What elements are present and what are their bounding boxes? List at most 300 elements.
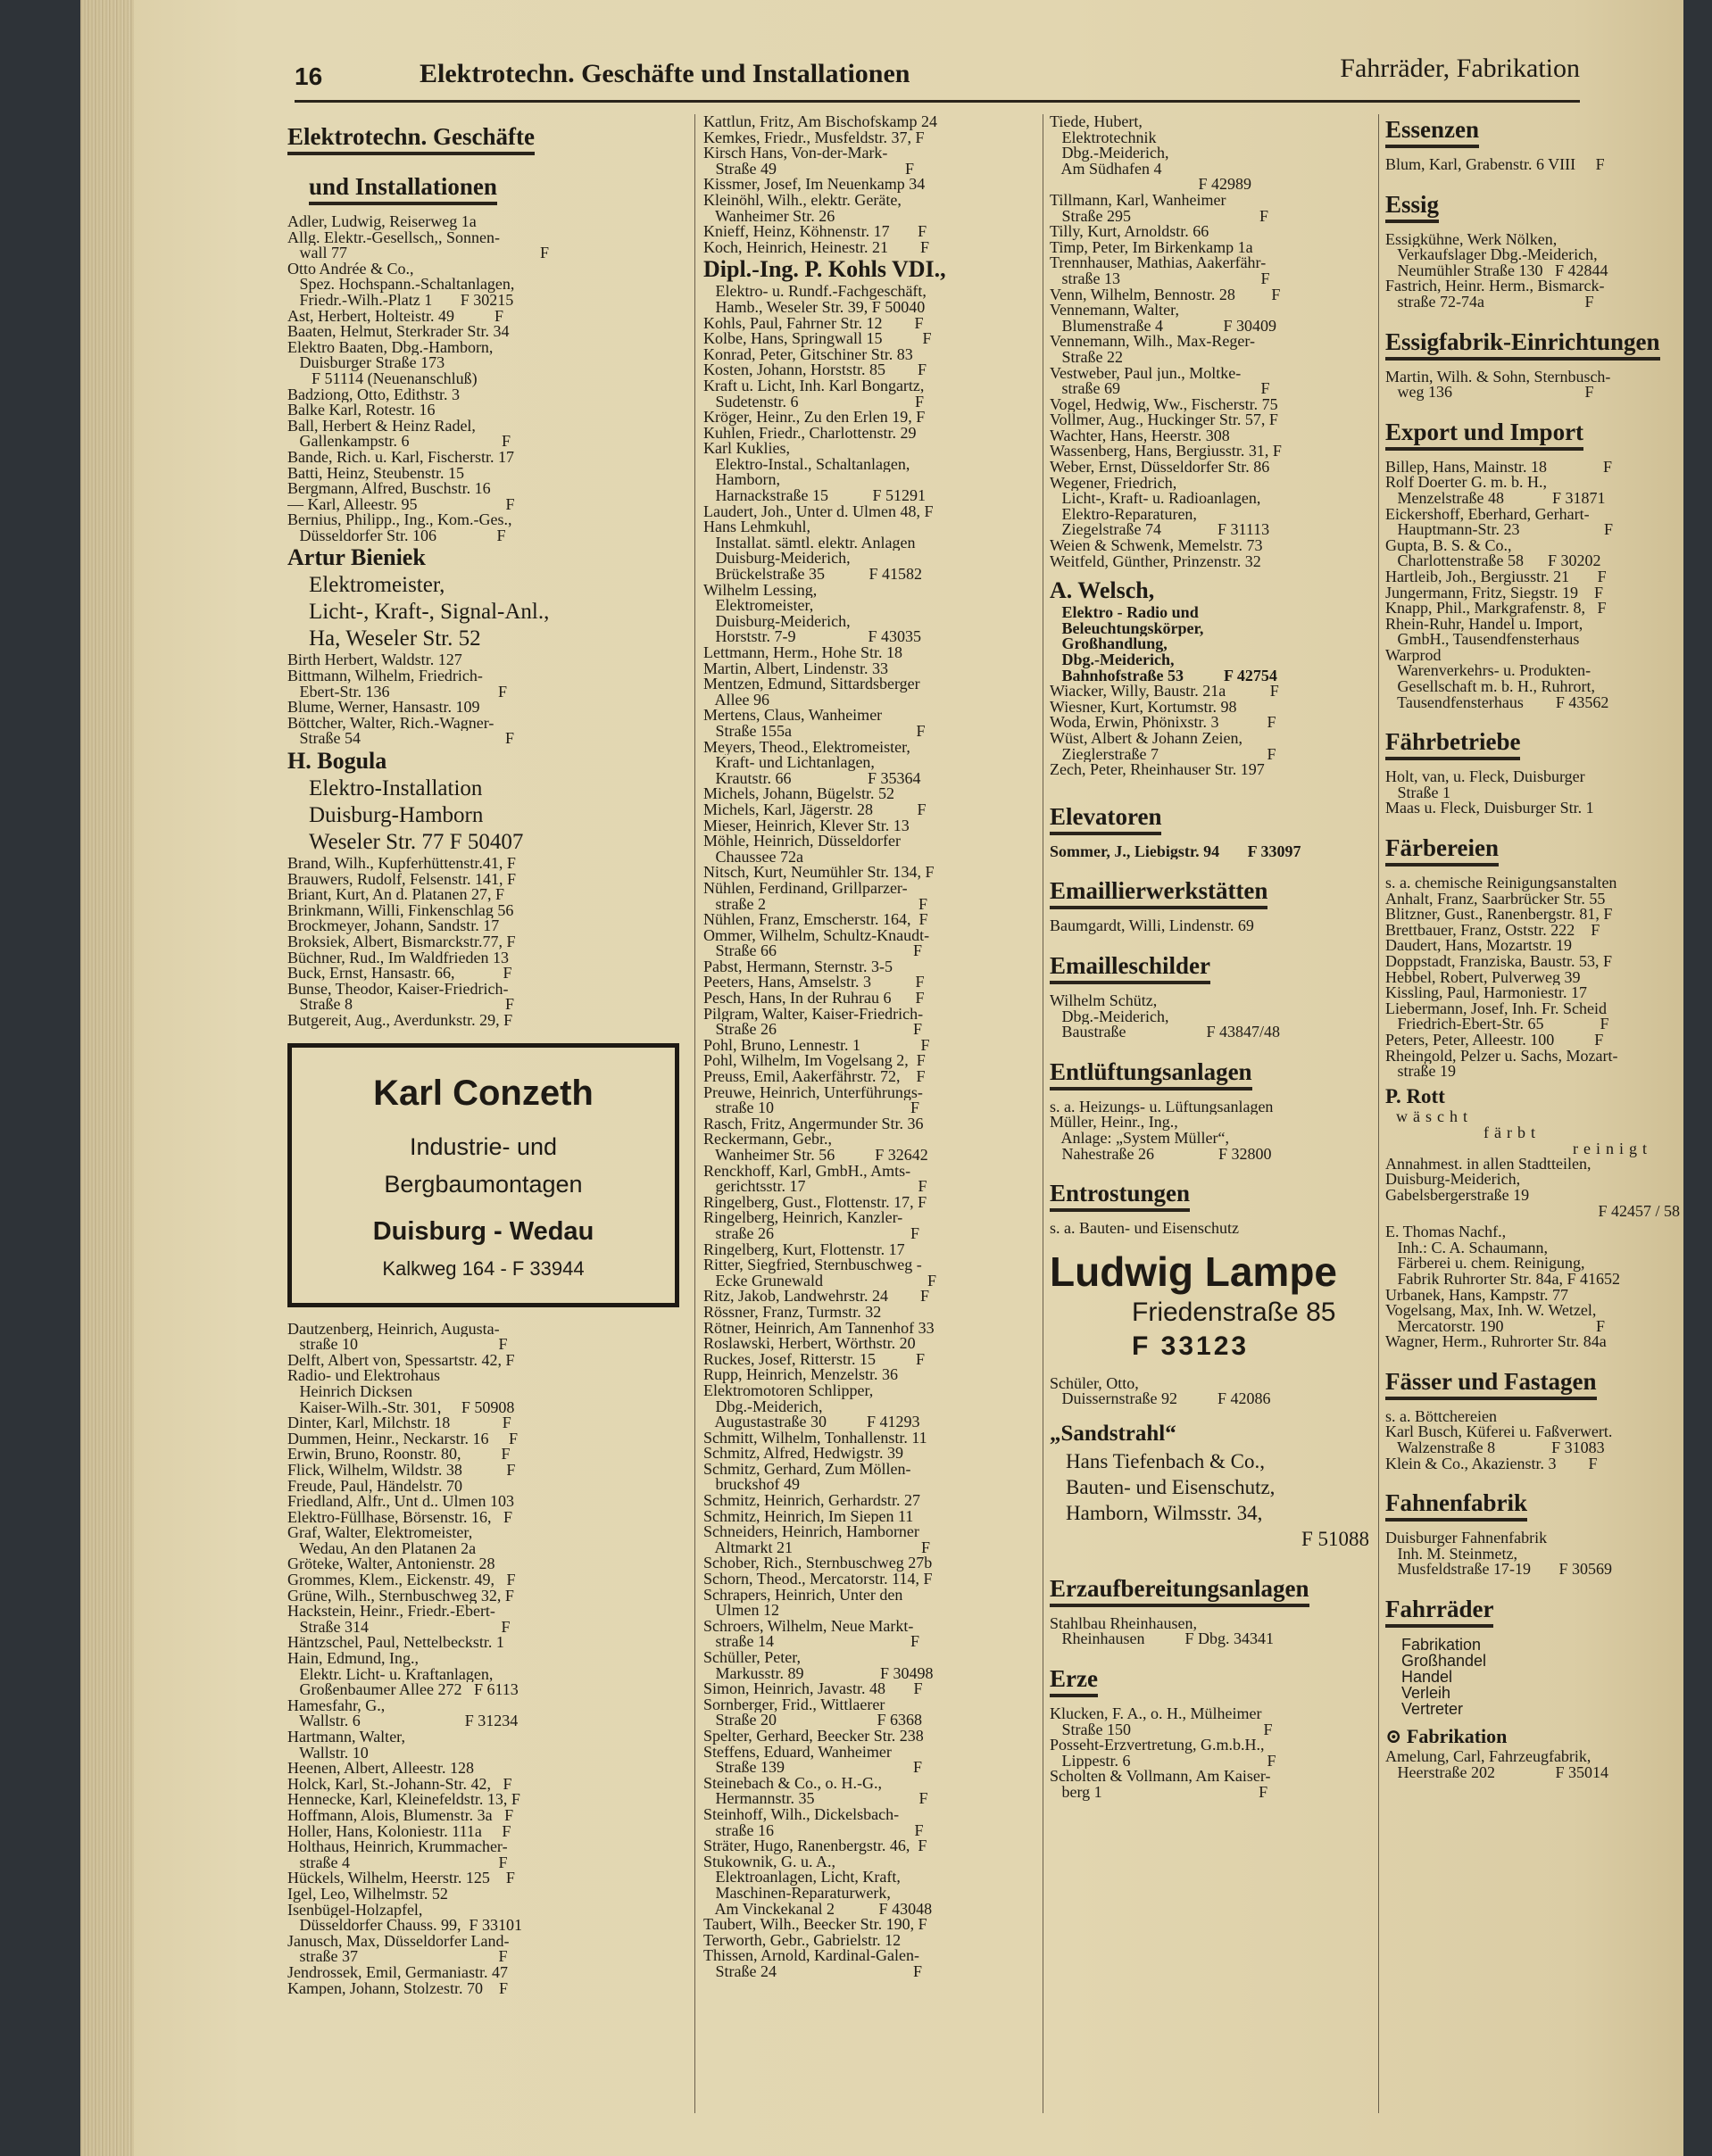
section-heading: Elevatoren	[1050, 801, 1161, 835]
entry-line: Posseht-Erzvertretung, G.m.b.H.,	[1050, 1737, 1265, 1754]
ad-word: wäscht	[1396, 1107, 1473, 1125]
entry-list	[287, 214, 685, 543]
ad-line: Gabelsbergerstraße 19	[1385, 1187, 1530, 1204]
entry-line: weg 136 F	[1385, 385, 1594, 401]
ad-city: Duisburg - Wedau	[372, 1216, 594, 1246]
entry-line: Birth Herbert, Waldstr. 127	[287, 652, 462, 669]
entry-line: Warenverkehrs- u. Produkten-	[1385, 663, 1591, 680]
entry-list	[287, 856, 685, 1029]
ad-line: Duisburg-Meiderich,	[1385, 1172, 1521, 1188]
entry-line: Badziong, Otto, Edithstr. 3	[287, 386, 460, 403]
entry-line: Inh. M. Steinmetz,	[1385, 1546, 1517, 1563]
entry-line: Wachter, Hans, Heerstr. 308	[1050, 427, 1230, 444]
listing-name: H. Bogula	[287, 748, 387, 775]
entry-line: Rheingold, Pelzer u. Sachs, Mozart-	[1385, 1048, 1618, 1065]
entry-line: Brückelstraße 35 F 41582	[703, 567, 922, 583]
entry-line: Timp, Peter, Im Birkenkamp 1a	[1050, 239, 1253, 256]
entry-line: Nitsch, Kurt, Neumühler Str. 134, F	[703, 865, 935, 881]
entry-line: Pesch, Hans, In der Ruhrau 6 F	[703, 991, 925, 1007]
entry-line: Vollmer, Aug., Huckinger Str. 57, F	[1050, 412, 1278, 428]
entry-line: Jungermann, Fritz, Siegstr. 19 F	[1385, 585, 1603, 601]
entry-line: Vertreter	[1401, 1701, 1464, 1718]
advertisement-lampe	[1050, 1248, 1369, 1364]
entry-line: Roslawski, Herbert, Wörthstr. 20	[703, 1336, 916, 1352]
entry-line: wall 77 F	[287, 245, 550, 261]
entry-line: Kolbe, Hans, Springwall 15 F	[703, 331, 932, 347]
entry-line: Verleih	[1401, 1685, 1451, 1702]
entry-line: Allee 96	[703, 692, 769, 709]
entry-list	[1385, 1749, 1680, 1780]
entry-line: Hückels, Wilhelm, Heerstr. 125 F	[287, 1870, 515, 1886]
entry-line: Weber, Ernst, Düsseldorfer Str. 86	[1050, 460, 1270, 476]
entry-line: Kleinöhl, Wilh., elektr. Geräte,	[703, 192, 902, 209]
ad-line: Hans Tiefenbach & Co.,	[1066, 1449, 1265, 1472]
listing-name: Artur Bieniek	[287, 544, 426, 571]
entry-line: Sudetenstr. 6 F	[703, 394, 925, 410]
entry-line: Kröger, Heinr., Zu den Erlen 19, F	[703, 410, 926, 426]
entry-line: Straße 1	[1385, 784, 1450, 801]
entry-line: Martin, Wilh. & Sohn, Sternbusch-	[1385, 369, 1611, 386]
entry-line: Karl Busch, Küferei u. Faßverwert.	[1385, 1424, 1613, 1441]
entry-line: Inh.: C. A. Schaumann,	[1385, 1240, 1548, 1256]
entry-line: Tillmann, Karl, Wanheimer	[1050, 192, 1226, 209]
column-4	[1385, 114, 1680, 1780]
entry-line: Wilhelm Lessing,	[703, 582, 818, 599]
entry-line: Elektromeister,	[703, 598, 814, 614]
entry-line: Kaiser-Wilh.-Str. 301, F 50908	[287, 1399, 515, 1416]
ad-line: Bergbaumontagen	[384, 1170, 583, 1198]
listing-line: Elektro-Installation	[309, 776, 483, 801]
entry-line: Erwin, Bruno, Roonstr. 80, F	[287, 1447, 511, 1463]
entry-line: Baumgardt, Willi, Lindenstr. 69	[1050, 918, 1254, 934]
entry-line: Ast, Herbert, Holteistr. 49 F	[287, 308, 503, 325]
entry-line: Düsseldorfer Chauss. 99, F 33101	[287, 1918, 522, 1934]
entry-line: Michels, Johann, Bügelstr. 52	[703, 786, 894, 802]
section-heading: Fässer und Fastagen	[1385, 1366, 1597, 1400]
entry-line: Möhle, Heinrich, Düsseldorfer	[703, 833, 901, 850]
entry-line: Bernius, Philipp., Ing., Kom.-Ges.,	[287, 512, 512, 528]
entry-line: Holthaus, Heinrich, Krummacher-	[287, 1839, 508, 1855]
entry-line: Lippestr. 6 F	[1050, 1753, 1276, 1770]
entry-line: bruckshof 49	[703, 1477, 800, 1494]
entry-line: Fabrik Ruhrorter Str. 84a, F 41652	[1385, 1271, 1620, 1288]
entry-list	[1385, 769, 1680, 817]
entry-line: Rasch, Fritz, Angermunder Str. 36	[703, 1115, 924, 1132]
entry-line: Rolf Doerter G. m. b. H.,	[1385, 475, 1547, 491]
entry-line: Mieser, Heinrich, Klever Str. 13	[703, 817, 910, 834]
entry-line: Mertens, Claus, Wanheimer	[703, 708, 883, 724]
ad-line: Bauten- und Eisenschutz,	[1066, 1475, 1276, 1498]
entry-line: straße 69 F	[1050, 381, 1270, 397]
entry-line: Kosten, Johann, Horststr. 85 F	[703, 362, 927, 378]
entry-line: Ringelberg, Gust., Flottenstr. 17, F	[703, 1194, 927, 1211]
entry-line: Wedau, An den Platanen 2a	[287, 1540, 477, 1557]
listing-line: Licht-, Kraft-, Signal-Anl.,	[309, 600, 550, 625]
entry-line: Preuss, Emil, Aakerfährstr. 72, F	[703, 1069, 926, 1085]
entry-line: Rhein-Ruhr, Handel u. Import,	[1385, 616, 1583, 633]
entry-line: Brand, Wilh., Kupferhüttenstr.41, F	[287, 856, 516, 872]
entry-line: Vennemann, Wilh., Max-Reger-	[1050, 334, 1256, 350]
entry-line: Schneiders, Heinrich, Hamborner	[703, 1524, 919, 1540]
entry-line: straße 4 F	[287, 1854, 508, 1871]
entry-line: Radio- und Elektrohaus	[287, 1368, 440, 1384]
entry-line: Kuhlen, Friedr., Charlottenstr. 29	[703, 425, 917, 442]
ad-phone: F 51088	[1301, 1527, 1369, 1550]
entry-line: Büchner, Rud., Im Waldfrieden 13	[287, 949, 509, 966]
entry-line: Hain, Edmund, Ing.,	[287, 1651, 419, 1667]
entry-line: Schüler, Otto,	[1050, 1375, 1139, 1392]
entry-line: Klein & Co., Akazienstr. 3 F	[1385, 1455, 1598, 1472]
entry-line: Großhandel	[1401, 1653, 1487, 1670]
entry-list	[1385, 232, 1680, 311]
entry-line: Hebbel, Robert, Pulverweg 39	[1385, 969, 1581, 986]
entry-line: Brinkmann, Willi, Finkenschlag 56	[287, 902, 514, 919]
entry-line: Kattlun, Fritz, Am Bischofskamp 24	[703, 114, 937, 130]
entry-line: Brettbauer, Franz, Oststr. 222 F	[1385, 922, 1600, 939]
entry-line: Jendrossek, Emil, Germaniastr. 47	[287, 1964, 508, 1981]
entry-list	[1385, 875, 1680, 1080]
page-edge	[80, 0, 134, 2156]
entry-line: Ebert-Str. 136 F	[287, 684, 507, 701]
entry-line: Wilhelm Schütz,	[1050, 992, 1158, 1009]
entry-line: Hamesfahr, G.,	[287, 1697, 386, 1714]
entry-line: Steinhoff, Wilh., Dickelsbach-	[703, 1806, 900, 1823]
entry-line: Straße 26 F	[703, 1022, 922, 1038]
listing-line: Ha, Weseler Str. 52	[309, 626, 481, 651]
entry-line: Hennecke, Karl, Kleinefeldstr. 13, F	[287, 1792, 520, 1808]
entry-list	[1050, 1221, 1369, 1237]
entry-line: Licht-, Kraft- u. Radioanlagen,	[1050, 491, 1261, 507]
entry-line: Blume, Werner, Hansastr. 109	[287, 700, 480, 716]
entry-line: Schüller, Peter,	[703, 1650, 802, 1666]
entry-line: Duisburg-Meiderich,	[703, 551, 851, 568]
advertisement-sandstrahl	[1050, 1420, 1369, 1552]
entry-line: Duisburger Straße 173	[287, 355, 445, 371]
entry-list	[1050, 114, 1369, 569]
entry-line: Schmitz, Heinrich, Im Siepen 11	[703, 1508, 914, 1525]
entry-line: Otto Andrée & Co.,	[287, 261, 414, 278]
entry-line: Straße 22	[1050, 349, 1123, 366]
entry-line: Häntzschel, Paul, Nettelbeckstr. 1	[287, 1635, 504, 1652]
entry-line: straße 10 F	[703, 1100, 919, 1116]
entry-line: Bittmann, Wilhelm, Friedrich-	[287, 668, 483, 684]
entry-line: Elektrotechnik	[1050, 129, 1157, 146]
entry-line: straße 37 F	[287, 1949, 508, 1965]
entry-line: Knieff, Heinz, Köhnenstr. 17 F	[703, 224, 927, 240]
entry-line: Anlage: „System Müller“,	[1050, 1130, 1229, 1147]
entry-line: Laudert, Joh., Unter d. Ulmen 48, F	[703, 503, 934, 520]
entry-line: Straße 8 F	[287, 997, 514, 1013]
entry-line: Beleuchtungskörper,	[1050, 620, 1204, 637]
entry-line: Billep, Hans, Mainstr. 18 F	[1385, 459, 1613, 476]
entry-line: Preuwe, Heinrich, Unterführungs-	[703, 1084, 923, 1101]
advertisement-rott	[1385, 1085, 1680, 1219]
entry-line: Hackstein, Heinr., Friedr.-Ebert-	[287, 1604, 495, 1620]
entry-list	[287, 1322, 685, 1997]
entry-line: Dbg.-Meiderich,	[1050, 1008, 1169, 1025]
entry-line: Stukownik, G. u. A.,	[703, 1853, 836, 1870]
listing-name: Dipl.-Ing. P. Kohls VDI.,	[703, 256, 946, 283]
entry-line: Bahnhofstraße 53 F 42754	[1050, 668, 1277, 684]
listing-line: Weseler Str. 77 F 50407	[309, 830, 524, 855]
column-rule	[1378, 114, 1379, 2113]
entry-line: Sommer, J., Liebigstr. 94 F 33097	[1050, 843, 1301, 860]
entry-line: Wiacker, Willy, Baustr. 21a F	[1050, 684, 1279, 700]
entry-line: Verkaufslager Dbg.-Meiderich,	[1385, 247, 1598, 263]
entry-list	[1385, 157, 1680, 173]
entry-line: Schmitz, Heinrich, Gerhardstr. 27	[703, 1493, 920, 1509]
entry-line: Markusstr. 89 F 30498	[703, 1665, 934, 1682]
entry-line: Elektr. Licht- u. Kraftanlagen,	[287, 1666, 494, 1683]
entry-line: Harnackstraße 15 F 51291	[703, 488, 926, 504]
entry-line: Urbanek, Hans, Kampstr. 77	[1385, 1287, 1568, 1304]
entry-line: Bergmann, Alfred, Buschstr. 16	[287, 481, 491, 497]
entry-line: Charlottenstraße 58 F 30202	[1385, 553, 1601, 569]
entry-line: Weien & Schwenk, Memelstr. 73	[1050, 538, 1263, 554]
entry-line: Taubert, Wilh., Beecker Str. 190, F	[703, 1917, 927, 1933]
entry-line: Grüne, Wilh., Sternbuschweg 32, F	[287, 1588, 514, 1605]
entry-line: Elektro- u. Rundf.-Fachgeschäft,	[703, 284, 927, 300]
section-heading: Emaillierwerkstätten	[1050, 875, 1267, 909]
ad-line: Annahmest. in allen Stadtteilen,	[1385, 1156, 1591, 1173]
entry-line: Wüst, Albert & Johann Zeien,	[1050, 730, 1242, 747]
entry-line: Isenbügel-Holzapfel,	[287, 1902, 423, 1919]
section-heading: Export und Import	[1385, 417, 1583, 451]
entry-list	[1050, 605, 1369, 684]
entry-line: straße 19	[1385, 1064, 1456, 1080]
entry-line: Hans Lehmkuhl,	[703, 519, 810, 535]
ad-word: färbt	[1483, 1123, 1541, 1141]
entry-line: Scholten & Vollmann, Am Kaiser-	[1050, 1769, 1271, 1786]
entry-line: Allg. Elektr.-Gesellsch,, Sonnen-	[287, 229, 500, 246]
entry-line: Ritter, Siegfried, Sternbuschweg -	[703, 1257, 922, 1273]
entry-line: Eickershoff, Eberhard, Gerhart-	[1385, 506, 1590, 523]
ad-company-name: P. Rott	[1385, 1084, 1445, 1107]
entry-line: straße 26 F	[703, 1225, 919, 1242]
entry-line: Vogel, Hedwig, Ww., Fischerstr. 75	[1050, 396, 1278, 413]
entry-line: Konrad, Peter, Gitschiner Str. 83	[703, 346, 913, 363]
entry-line: F 51114 (Neuenanschluß)	[287, 370, 478, 387]
entry-line: Friedr.-Wilh.-Platz 1 F 30215	[287, 292, 514, 309]
entry-line: Wallstr. 10	[287, 1745, 369, 1762]
entry-line: Straße 295 F	[1050, 208, 1268, 225]
ad-company-name: Karl Conzeth	[373, 1073, 594, 1113]
entry-line: Steinebach & Co., o. H.-G.,	[703, 1775, 882, 1792]
section-heading: Entlüftungsanlagen	[1050, 1057, 1252, 1090]
entry-line: GmbH., Tausendfensterhaus	[1385, 632, 1580, 648]
entry-line: Freude, Paul, Händelstr. 70	[287, 1478, 462, 1495]
book-page	[80, 0, 1703, 2156]
entry-line: Elektro-Instal., Schaltanlagen,	[703, 456, 910, 473]
entry-line: Knapp, Phil., Markgrafenstr. 8, F	[1385, 601, 1607, 617]
entry-line: Martin, Albert, Lindenstr. 33	[703, 660, 888, 677]
entry-line: Batti, Heinz, Steubenstr. 15	[287, 465, 464, 482]
entry-line: Klucken, F. A., o. H., Mülheimer	[1050, 1706, 1262, 1722]
entry-line: Lettmann, Herm., Hohe Str. 18	[703, 645, 902, 661]
entry-line: Fastrich, Heinr. Herm., Bismarck-	[1385, 278, 1605, 294]
entry-line: Hamb., Weseler Str. 39, F 50040	[703, 299, 926, 316]
entry-line: Duisburg-Meiderich,	[703, 613, 851, 630]
entry-line: Schorn, Theod., Mercatorstr. 114, F	[703, 1571, 933, 1588]
entry-line: gerichtsstr. 17 F	[703, 1179, 927, 1195]
entry-line: Peeters, Hans, Amselstr. 3 F	[703, 974, 925, 991]
entry-line: Ziegelstraße 74 F 31113	[1050, 522, 1270, 539]
section-heading: Essig	[1385, 189, 1439, 223]
entry-line: Straße 314 F	[287, 1619, 511, 1636]
ad-word: reinigt	[1573, 1139, 1652, 1157]
entry-line: Am Südhafen 4	[1050, 161, 1162, 178]
column-rule	[694, 114, 695, 2113]
entry-line: Tiede, Hubert,	[1050, 114, 1143, 130]
entry-line: Essigkühne, Werk Nölken,	[1385, 231, 1558, 248]
entry-line: Elektro - Radio und	[1050, 605, 1199, 621]
listing-line: Duisburg-Hamborn	[309, 803, 484, 828]
entry-line: Elektroanlagen, Licht, Kraft,	[703, 1870, 901, 1886]
entry-line: Nühlen, Franz, Emscherstr. 164, F	[703, 912, 928, 928]
entry-line: Koch, Heinrich, Heinestr. 21 F	[703, 239, 929, 256]
entry-line: Peters, Peter, Alleestr. 100 F	[1385, 1032, 1604, 1049]
entry-line: Buck, Ernst, Hansastr. 66, F	[287, 966, 512, 982]
entry-line: Wanheimer Str. 56 F 32642	[703, 1148, 928, 1164]
entry-line: Maschinen-Reparaturwerk,	[703, 1885, 891, 1902]
entry-line: straße 10 F	[287, 1337, 508, 1353]
entry-line: Elektro Baaten, Dbg.-Hamborn,	[287, 339, 494, 356]
entry-line: Trennhauser, Mathias, Aakerfähr-	[1050, 255, 1267, 271]
entry-line: Menzelstraße 48 F 31871	[1385, 490, 1606, 507]
entry-line: Spelter, Gerhard, Beecker Str. 238	[703, 1728, 924, 1745]
entry-line: Sträter, Hugo, Ranenbergstr. 46, F	[703, 1838, 927, 1854]
subsection-heading: ⊙ Fabrikation	[1385, 1725, 1508, 1748]
entry-line: Baaten, Helmut, Sterkrader Str. 34	[287, 324, 510, 340]
book-binding	[1683, 0, 1703, 2156]
entry-line: Neumühler Straße 130 F 42844	[1385, 262, 1608, 279]
entry-line: Wegener, Friedrich,	[1050, 475, 1177, 492]
entry-line: Ulmen 12	[703, 1603, 779, 1619]
entry-line: Großenbaumer Allee 272 F 6113	[287, 1682, 519, 1698]
entry-line: Steffens, Eduard, Wanheimer	[703, 1744, 892, 1761]
entry-line: Weitfeld, Günther, Prinzenstr. 32	[1050, 553, 1261, 570]
section-heading: Erze	[1050, 1663, 1098, 1697]
listing-name: A. Welsch,	[1050, 577, 1155, 604]
entry-line: Brockmeyer, Johann, Sandstr. 17	[287, 918, 500, 934]
entry-line: Gupta, B. S. & Co.,	[1385, 537, 1512, 554]
entry-line: Meyers, Theod., Elektromeister,	[703, 739, 910, 756]
entry-line: Baustraße F 43847/48	[1050, 1024, 1280, 1041]
entry-line: Daudert, Hans, Mozartstr. 19	[1385, 938, 1572, 954]
entry-line: Düsseldorfer Str. 106 F	[287, 527, 506, 544]
entry-line: Graf, Walter, Elektromeister,	[287, 1525, 473, 1541]
entry-line: s. a. Heizungs- u. Lüftungsanlagen	[1050, 1099, 1274, 1115]
entry-line: Adler, Ludwig, Reiserweg 1a	[287, 214, 477, 230]
entry-line: Kirsch Hans, Von-der-Mark-	[703, 145, 888, 162]
entry-line: straße 2 F	[703, 896, 927, 913]
entry-line: Spez. Hochspann.-Schaltanlagen,	[287, 277, 515, 293]
entry-list	[1050, 1616, 1369, 1647]
entry-line: Sornberger, Frid., Wittlaerer	[703, 1696, 885, 1713]
section-heading: Essenzen	[1385, 114, 1479, 148]
entry-line: Rössner, Franz, Turmstr. 32	[703, 1304, 882, 1321]
entry-line: Kissmer, Josef, Im Neuenkamp 34	[703, 177, 926, 193]
ad-line: Industrie- und	[409, 1132, 558, 1160]
entry-list	[1050, 1706, 1369, 1801]
page-header	[295, 54, 1580, 103]
entry-list	[703, 114, 1035, 255]
entry-line: Nühlen, Ferdinand, Grillparzer-	[703, 880, 908, 897]
entry-line: Ommer, Wilhelm, Schultz-Knaudt-	[703, 927, 930, 944]
header-title: Elektrotechn. Geschäfte und Installationen	[420, 59, 910, 88]
entry-line: Straße 49 F	[703, 161, 914, 178]
section-heading: Elektrotechn. Geschäfte	[287, 121, 535, 155]
entry-line: Flick, Wilhelm, Wildstr. 38 F	[287, 1462, 516, 1479]
column-1	[287, 114, 685, 1996]
entry-line: Ruckes, Josef, Ritterstr. 15 F	[703, 1351, 925, 1368]
entry-line: Anhalt, Franz, Saarbrücker Str. 55	[1385, 891, 1606, 908]
entry-line: Wassenberg, Hans, Bergiusstr. 31, F	[1050, 444, 1282, 460]
entry-line: Hartmann, Walter,	[287, 1729, 405, 1746]
entry-line: Kissling, Paul, Harmoniestr. 17	[1385, 985, 1587, 1001]
entry-line: Hartleib, Joh., Bergiusstr. 21 F	[1385, 568, 1607, 585]
entry-line: Doppstadt, Franziska, Baustr. 53, F	[1385, 954, 1612, 970]
entry-line: s. a. chemische Reinigungsanstalten	[1385, 875, 1617, 891]
entry-line: Fabrikation	[1401, 1637, 1482, 1654]
ad-address: Kalkweg 164 - F 33944	[382, 1256, 585, 1280]
entry-line: s. a. Bauten- und Eisenschutz	[1050, 1221, 1239, 1237]
entry-line: Kampen, Johann, Stolzestr. 70 F	[287, 1980, 508, 1997]
page-number: 16	[295, 62, 323, 90]
entry-line: Broksiek, Albert, Bismarckstr.77, F	[287, 934, 516, 950]
entry-line: Holt, van, u. Fleck, Duisburger	[1385, 769, 1585, 785]
entry-line: Gesellschaft m. b. H., Ruhrort,	[1385, 679, 1595, 695]
entry-line: Augustastraße 30 F 41293	[703, 1414, 920, 1430]
entry-line: Schmitt, Wilhelm, Tonhallenstr. 11	[703, 1430, 927, 1447]
entry-line: Maas u. Fleck, Duisburger Str. 1	[1385, 800, 1594, 817]
entry-line: Tausendfensterhaus F 43562	[1385, 694, 1609, 711]
entry-line: straße 72-74a F	[1385, 294, 1594, 311]
entry-line: Kraft u. Licht, Inh. Karl Bongartz,	[703, 377, 925, 394]
section-heading: Essigfabrik-Einrichtungen	[1385, 327, 1660, 361]
entry-line: Am Vinckekanal 2 F 43048	[703, 1901, 933, 1918]
ad-line: Hamborn, Wilmsstr. 34,	[1066, 1501, 1263, 1524]
column-2	[703, 114, 1035, 1979]
entry-line: Handel	[1401, 1669, 1453, 1686]
header-section: Fahrräder, Fabrikation	[1340, 54, 1580, 83]
section-heading: Entrostungen	[1050, 1178, 1190, 1212]
entry-line: Straße 139 F	[703, 1760, 922, 1776]
entry-line: Reckermann, Gebr.,	[703, 1132, 832, 1148]
entry-line: Zieglerstraße 7 F	[1050, 746, 1276, 763]
entry-line: berg 1 F	[1050, 1785, 1268, 1801]
advertisement-conzeth	[287, 1043, 679, 1307]
entry-line: Mercatorstr. 190 F	[1385, 1318, 1605, 1335]
entry-line: Straße 155a F	[703, 723, 926, 740]
entry-line: Briant, Kurt, An d. Platanen 27, F	[287, 887, 504, 903]
entry-line: Ringelberg, Heinrich, Kanzler-	[703, 1210, 903, 1226]
entry-line: Vennemann, Walter,	[1050, 303, 1179, 319]
entry-line: E. Thomas Nachf.,	[1385, 1224, 1507, 1240]
entry-line: Straße 66 F	[703, 943, 922, 959]
entry-line: Venn, Wilhelm, Bennostr. 28 F	[1050, 286, 1281, 303]
entry-line: F 42989	[1050, 177, 1252, 193]
entry-line: Ecke Grunewald F	[703, 1273, 936, 1289]
entry-line: Friedrich-Ebert-Str. 65 F	[1385, 1016, 1609, 1032]
entry-line: Gallenkampstr. 6 F	[287, 434, 511, 450]
entry-line: Horststr. 7-9 F 43035	[703, 629, 922, 645]
entry-line: Terworth, Gebr., Gabrielstr. 12	[703, 1932, 902, 1949]
entry-line: Straße 20 F 6368	[703, 1712, 922, 1729]
entry-line: Pilgram, Walter, Kaiser-Friedrich-	[703, 1006, 924, 1023]
entry-line: Holler, Hans, Koloniestr. 111a F	[287, 1823, 511, 1840]
entry-list	[1050, 918, 1369, 934]
